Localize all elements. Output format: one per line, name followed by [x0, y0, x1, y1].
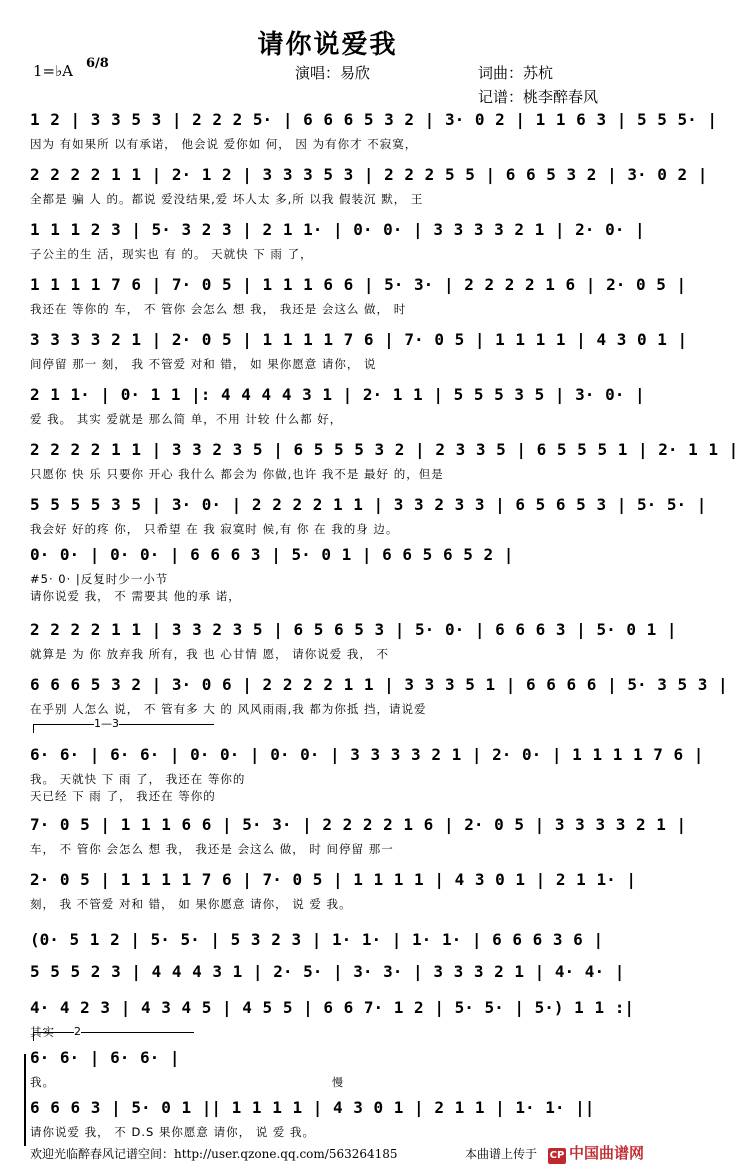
notation-row: 2 2 2 2 1 1 | 2· 1 2 | 3 3 3 5 3 | 2 2 2 5 5 | 6 6 5 3 2 | 3· 0 2 |: [30, 165, 708, 184]
lyric-line: 刻， 我 不管爱 对和 错， 如 果你愿意 请你， 说 爱 我。: [30, 897, 352, 911]
key-signature: 1=♭A: [33, 62, 74, 80]
transcriber: 记谱：桃李醉春风: [478, 88, 599, 106]
volta-second-label: 2: [74, 1025, 81, 1038]
notation-row: 1 2 | 3 3 5 3 | 2 2 2 5· | 6 6 6 5 3 2 | 3· 0 2 | 1 1 6 3 | 5 5 5· |: [30, 110, 718, 129]
lyric-line: 我会好 好的疼 你， 只希望 在 我 寂寞时 候,有 你 在 我的身 边。: [30, 522, 399, 536]
notation-row: 6· 6· | 6· 6· | 0· 0· | 0· 0· | 3 3 3 3 2 1 | 2· 0· | 1 1 1 1 7 6 |: [30, 745, 704, 764]
lyric-line: 请你说爱 我， 不 需要其 他的承 诺，: [30, 589, 241, 603]
lyric-line: 其实: [30, 1025, 55, 1039]
slow-marking: 慢: [332, 1076, 343, 1089]
notation-row: 0· 0· | 0· 0· | 6 6 6 3 | 5· 0 1 | 6 6 5 6 5 2 |: [30, 545, 514, 564]
logo-text: 中国曲谱网: [569, 1144, 645, 1162]
notation-row: 2· 0 5 | 1 1 1 1 7 6 | 7· 0 5 | 1 1 1 1 | 4 3 0 1 | 2 1 1· |: [30, 870, 636, 889]
notation-row: 1 1 1 2 3 | 5· 3 2 3 | 2 1 1· | 0· 0· | 3 3 3 3 2 1 | 2· 0· |: [30, 220, 645, 239]
composer: 词曲：苏杭: [478, 64, 554, 82]
notation-row: 4· 4 2 3 | 4 3 4 5 | 4 5 5 | 6 6 7· 1 2 | 5· 5· | 5·) 1 1 :|: [30, 998, 634, 1017]
singer: 演唱：易欣: [295, 64, 371, 82]
lyric-line: 我。: [30, 1075, 55, 1089]
notation-row: 6· 6· | 6· 6· |: [30, 1048, 180, 1067]
notation-row: (0· 5 1 2 | 5· 5· | 5 3 2 3 | 1· 1· | 1· 1· | 6 6 6 3 6 |: [30, 930, 604, 949]
footer-upload: 本曲谱上传于: [465, 1147, 538, 1161]
volta-first-label: 1—3: [94, 717, 119, 730]
site-logo[interactable]: [548, 1142, 644, 1164]
lyric-line: 我。 天就快 下 雨 了， 我还在 等你的: [30, 772, 246, 786]
notation-row: 2 1 1· | 0· 1 1 |: 4 4 4 4 3 1 | 2· 1 1 | 5 5 5 3 5 | 3· 0· |: [30, 385, 645, 404]
notation-row: 6 6 6 5 3 2 | 3· 0 6 | 2 2 2 2 1 1 | 3 3 3 5 1 | 6 6 6 6 | 5· 3 5 3 |: [30, 675, 728, 694]
notation-row: 2 2 2 2 1 1 | 3 3 2 3 5 | 6 5 6 5 3 | 5· 0· | 6 6 6 3 | 5· 0 1 |: [30, 620, 677, 639]
lyric-line: 爱 我。 其实 爱就是 那么简 单，不用 计较 什么都 好，: [30, 412, 343, 426]
lyric-line: 天已经 下 雨 了， 我还在 等你的: [30, 789, 216, 803]
notation-row: 5 5 5 2 3 | 4 4 4 3 1 | 2· 5· | 3· 3· | 3 3 3 2 1 | 4· 4· |: [30, 962, 625, 981]
lyric-line: 在乎别 人怎么 说， 不 管有多 大 的 风风雨雨,我 都为你抵 挡，请说爱: [30, 702, 427, 716]
volta-first: [33, 717, 214, 733]
notation-row: 1 1 1 1 7 6 | 7· 0 5 | 1 1 1 6 6 | 5· 3· | 2 2 2 2 1 6 | 2· 0 5 |: [30, 275, 687, 294]
footer-link[interactable]: 欢迎光临醉春风记谱空间：http://user.qzone.qq.com/563264185: [30, 1147, 398, 1161]
lyric-line: 我还在 等你的 车， 不 管你 会怎么 想 我， 我还是 会这么 做， 时: [30, 302, 407, 316]
bracket-bar: [24, 1054, 26, 1146]
notation-row: 6 6 6 3 | 5· 0 1 || 1 1 1 1 | 4 3 0 1 | 2 1 1 | 1· 1· ||: [30, 1098, 595, 1117]
notation-row: 5 5 5 5 3 5 | 3· 0· | 2 2 2 2 1 1 | 3 3 2 3 3 | 6 5 6 5 3 | 5· 5· |: [30, 495, 707, 514]
lyric-line: 就算是 为 你 放弃我 所有，我 也 心甘情 愿， 请你说爱 我， 不: [30, 647, 390, 661]
notation-row: 2 2 2 2 1 1 | 3 3 2 3 5 | 6 5 5 5 3 2 | 2 3 3 5 | 6 5 5 5 1 | 2· 1 1 |: [30, 440, 738, 459]
notation-row: 7· 0 5 | 1 1 1 6 6 | 5· 3· | 2 2 2 2 1 6 | 2· 0 5 | 3 3 3 3 2 1 |: [30, 815, 687, 834]
page-title: 请你说爱我: [257, 30, 398, 60]
lyric-line: 因为 有如果所 以有承诺， 他会说 爱你如 何， 因 为有你才 不寂寞，: [30, 137, 418, 151]
lyric-line: 请你说爱 我， 不 D.S 果你愿意 请你， 说 爱 我。: [30, 1125, 316, 1139]
time-signature: 6/8: [86, 56, 109, 71]
lyric-line: 全都是 骗 人 的。都说 爱没结果,爱 坏人太 多,所 以我 假装沉 默， 王: [30, 192, 424, 206]
lyric-line: 间停留 那一 刻， 我 不管爱 对和 错， 如 果你愿意 请你， 说: [30, 357, 377, 371]
notation-row: 3 3 3 3 2 1 | 2· 0 5 | 1 1 1 1 7 6 | 7· 0 5 | 1 1 1 1 | 4 3 0 1 |: [30, 330, 688, 349]
lyric-line: 子公主的生 活，现实也 有 的。 天就快 下 雨 了，: [30, 247, 313, 261]
lyric-line: 车， 不 管你 会怎么 想 我， 我还是 会这么 做， 时 间停留 那一: [30, 842, 394, 856]
lyric-line: 只愿你 快 乐 只要你 开心 我什么 都会为 你做,也许 我不是 最好 的，但是: [30, 467, 444, 481]
logo-mark: CP: [548, 1148, 566, 1164]
lyric-line: #5· 0· |反复时少一小节: [30, 572, 169, 586]
